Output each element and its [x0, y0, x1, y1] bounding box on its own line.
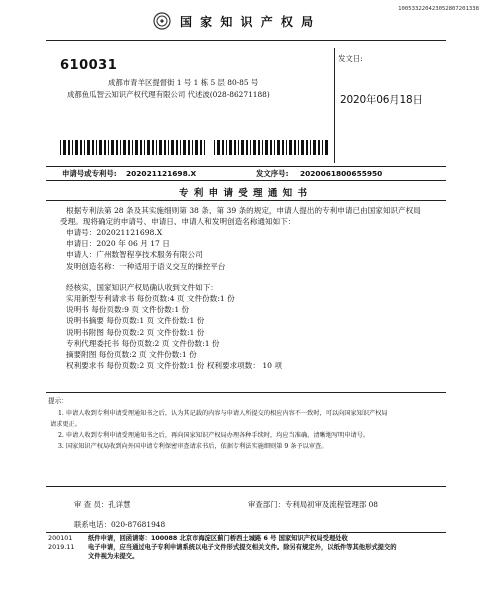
review-department: 审查部门：专利局初审及流程管理部 08: [248, 500, 379, 509]
barcode-gap: [205, 140, 207, 155]
office-emblem-icon: [153, 12, 171, 30]
app-no-value: 202021121698.X: [126, 169, 197, 178]
intro-line: 受理。现将确定的申请号、申请日、申请人和发明创造名称通知如下：: [60, 217, 296, 226]
examiner: 审 查 员：孔详慧: [74, 500, 131, 509]
intro-line: 根据专利法第 28 条及其实施细则第 38 条、第 39 条的规定，申请人提出的专利申请已由国家知识产权局: [66, 206, 421, 215]
detail-applicant: 申请人：广州数智程享技术服务有限公司: [66, 250, 203, 259]
footer-line: 电子申请，应当通过电子专利申请系统以电子文件形式提交相关文件。除另有规定外，以纸件等其他形式提交的: [88, 544, 397, 551]
title-rule: [46, 200, 446, 201]
file-item: 说明书摘要 每份页数:1 页 文件份数:1 份: [66, 316, 205, 325]
postcode: 610031: [60, 58, 118, 73]
document-id: 100533220423052807201338: [398, 6, 479, 12]
note-line: 3. 国家知识产权局收到向外国申请专利保密审查请求书后，依据专利法实施细则第 9 条予以审查。: [58, 443, 328, 450]
notice-title: 专 利 申 请 受 理 通 知 书: [179, 188, 308, 199]
date-value: 2020年06月18日: [340, 94, 423, 106]
barcode-left: [60, 140, 210, 155]
app-row-top-rule: [46, 166, 446, 167]
detail-app-date: 申请日：2020 年 06 月 17 日: [66, 239, 170, 248]
detail-app-no: 申请号：202021121698.X: [66, 228, 163, 237]
serial-value: 2020061800655950: [300, 169, 383, 178]
app-row-bottom-rule: [46, 180, 446, 181]
footer-form-code: 200101: [48, 534, 73, 542]
date-label: 发文日:: [338, 54, 363, 63]
office-name: 国 家 知 识 产 权 局: [180, 15, 316, 29]
notes-rule: [46, 392, 446, 393]
file-item: 实用新型专利请求书 每份页数:4 页 文件份数:1 份: [66, 294, 235, 303]
notes-heading: 提示：: [48, 397, 68, 405]
note-line: 1. 申请人收到专利申请受理通知书之后，认为其记载的内容与申请人所提交的相应内容不一致时，可以向国家知识产权局: [58, 410, 388, 417]
header-rule: [46, 40, 446, 41]
note-line: 请求更正。: [50, 421, 81, 428]
date-box-border: [334, 48, 335, 163]
agent-line: 成都鱼瓜智云知识产权代理有限公司 代述波(028-86271188): [67, 90, 270, 99]
barcode-right: [214, 140, 331, 155]
file-item: 摘要附图 每份页数:2 页 文件份数:1 份: [66, 350, 197, 359]
address-line: 成都市青羊区提督街 1 号 1 栋 5 层 80-85 号: [108, 78, 259, 87]
examiner-top-rule: [46, 486, 446, 487]
file-item: 权利要求书 每份页数:2 页 文件份数:1 份 权利要求项数： 10 项: [66, 361, 282, 370]
footer-line: 纸件申请，回函请寄：100088 北京市海淀区蓟门桥西土城路 6 号 国家知识产权局受理处收: [88, 535, 348, 542]
footer-form-date: 2019.11: [48, 543, 75, 551]
footer-rule: [46, 532, 446, 533]
app-no-label: 申请号或专利号:: [62, 169, 117, 178]
contact-phone: 联系电话：020-87681948: [74, 520, 166, 529]
barcode-gap: [328, 140, 330, 155]
note-line: 2. 申请人收到专利申请受理通知书之后，再向国家知识产权局办理各种手续时，均应当准确、清晰地写明申请号。: [58, 432, 370, 439]
file-item: 说明书附图 每份页数:2 页 文件份数:1 份: [66, 328, 205, 337]
file-item: 说明书 每份页数:9 页 文件份数:1 份: [66, 305, 190, 314]
detail-invention-name: 发明创造名称：一种适用于语义交互的操控平台: [66, 262, 226, 271]
serial-label: 发文序号:: [256, 169, 289, 178]
file-item: 专利代理委托书 每份页数:2 页 文件份数:1 份: [66, 339, 220, 348]
footer-line: 文件视为未提交。: [88, 553, 139, 560]
files-intro: 经核实，国家知识产权局确认收到文件如下：: [66, 283, 218, 292]
